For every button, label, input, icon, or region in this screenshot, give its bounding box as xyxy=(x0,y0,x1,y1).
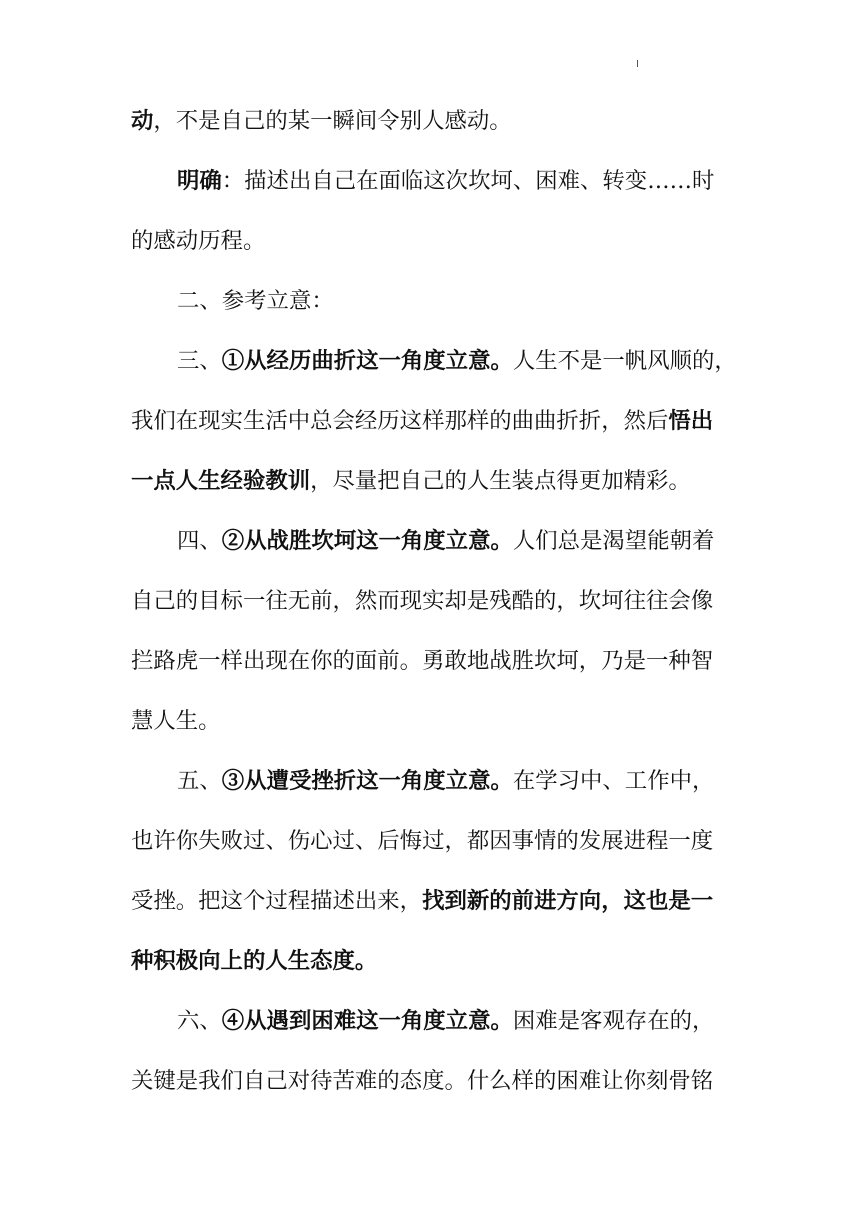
text-line xyxy=(131,931,731,991)
text-line xyxy=(131,391,731,451)
bold-text-run: 明确 xyxy=(177,168,222,194)
text-run: 四、 xyxy=(177,528,222,554)
text-line xyxy=(131,751,731,811)
text-line xyxy=(131,1051,731,1111)
text-line xyxy=(131,331,737,391)
text-run: 六、 xyxy=(177,1008,222,1034)
text-run: 也许你失败过、伤心过、后悔过，都因事情的发展进程一度 xyxy=(131,828,714,854)
paragraph xyxy=(131,991,731,1111)
text-line xyxy=(131,991,731,1051)
text-run: 的感动历程。 xyxy=(131,228,266,254)
paragraph xyxy=(131,331,737,511)
paragraph xyxy=(131,151,731,271)
text-line xyxy=(131,631,731,691)
bold-text-run: 悟出 xyxy=(668,408,714,434)
text-run: 二、参考立意： xyxy=(177,288,334,314)
text-run: 三、 xyxy=(177,348,222,374)
bold-text-run: 动 xyxy=(131,108,154,134)
text-line xyxy=(131,451,731,511)
bold-text-run: ②从战胜坎坷这一角度立意。 xyxy=(221,528,513,554)
text-line xyxy=(131,691,731,751)
text-run: ，不是自己的某一瞬间令别人感动。 xyxy=(153,108,512,134)
text-run: ，尽量把自己的人生装点得更加精彩。 xyxy=(310,468,691,494)
text-line xyxy=(131,811,731,871)
text-line xyxy=(131,211,731,271)
text-line xyxy=(131,271,731,331)
bold-text-run: ④从遇到困难这一角度立意。 xyxy=(221,1008,513,1034)
text-run: 拦路虎一样出现在你的面前。勇敢地战胜坎坷，乃是一种智 xyxy=(131,648,714,674)
text-run: 困难是客观存在的， xyxy=(512,1008,715,1034)
text-run: ：描述出自己在面临这次坎坷、困难、转变……时 xyxy=(221,168,715,194)
text-run: 受挫。把这个过程描述出来， xyxy=(131,888,423,914)
bold-text-run: 一点人生经验教训 xyxy=(131,468,311,494)
text-line xyxy=(131,871,731,931)
paragraph xyxy=(131,511,731,751)
text-run: 人们总是渴望能朝着 xyxy=(512,528,715,554)
text-line xyxy=(131,571,731,631)
text-line xyxy=(131,511,731,571)
text-run: 人生不是一帆风顺的， xyxy=(512,348,737,374)
bold-text-run: ③从遭受挫折这一角度立意。 xyxy=(221,768,513,794)
text-line xyxy=(131,91,731,151)
bold-text-run: ①从经历曲折这一角度立意。 xyxy=(221,348,513,374)
text-run: 关键是我们自己对待苦难的态度。什么样的困难让你刻骨铭 xyxy=(131,1068,714,1094)
bold-text-run: 种积极向上的人生态度。 xyxy=(131,948,378,974)
text-run: 慧人生。 xyxy=(131,708,221,734)
text-run: 自己的目标一往无前，然而现实却是残酷的，坎坷往往会像 xyxy=(131,588,714,614)
page-mark xyxy=(637,60,638,67)
text-run: 五、 xyxy=(177,768,222,794)
paragraph xyxy=(131,751,731,991)
text-line xyxy=(131,151,731,211)
paragraph xyxy=(131,271,731,331)
text-run: 在学习中、工作中， xyxy=(512,768,715,794)
text-run: 我们在现实生活中总会经历这样那样的曲曲折折，然后 xyxy=(131,408,669,434)
paragraph xyxy=(131,91,731,151)
bold-text-run: 找到新的前进方向，这也是一 xyxy=(422,888,714,914)
document-body xyxy=(131,91,737,1111)
